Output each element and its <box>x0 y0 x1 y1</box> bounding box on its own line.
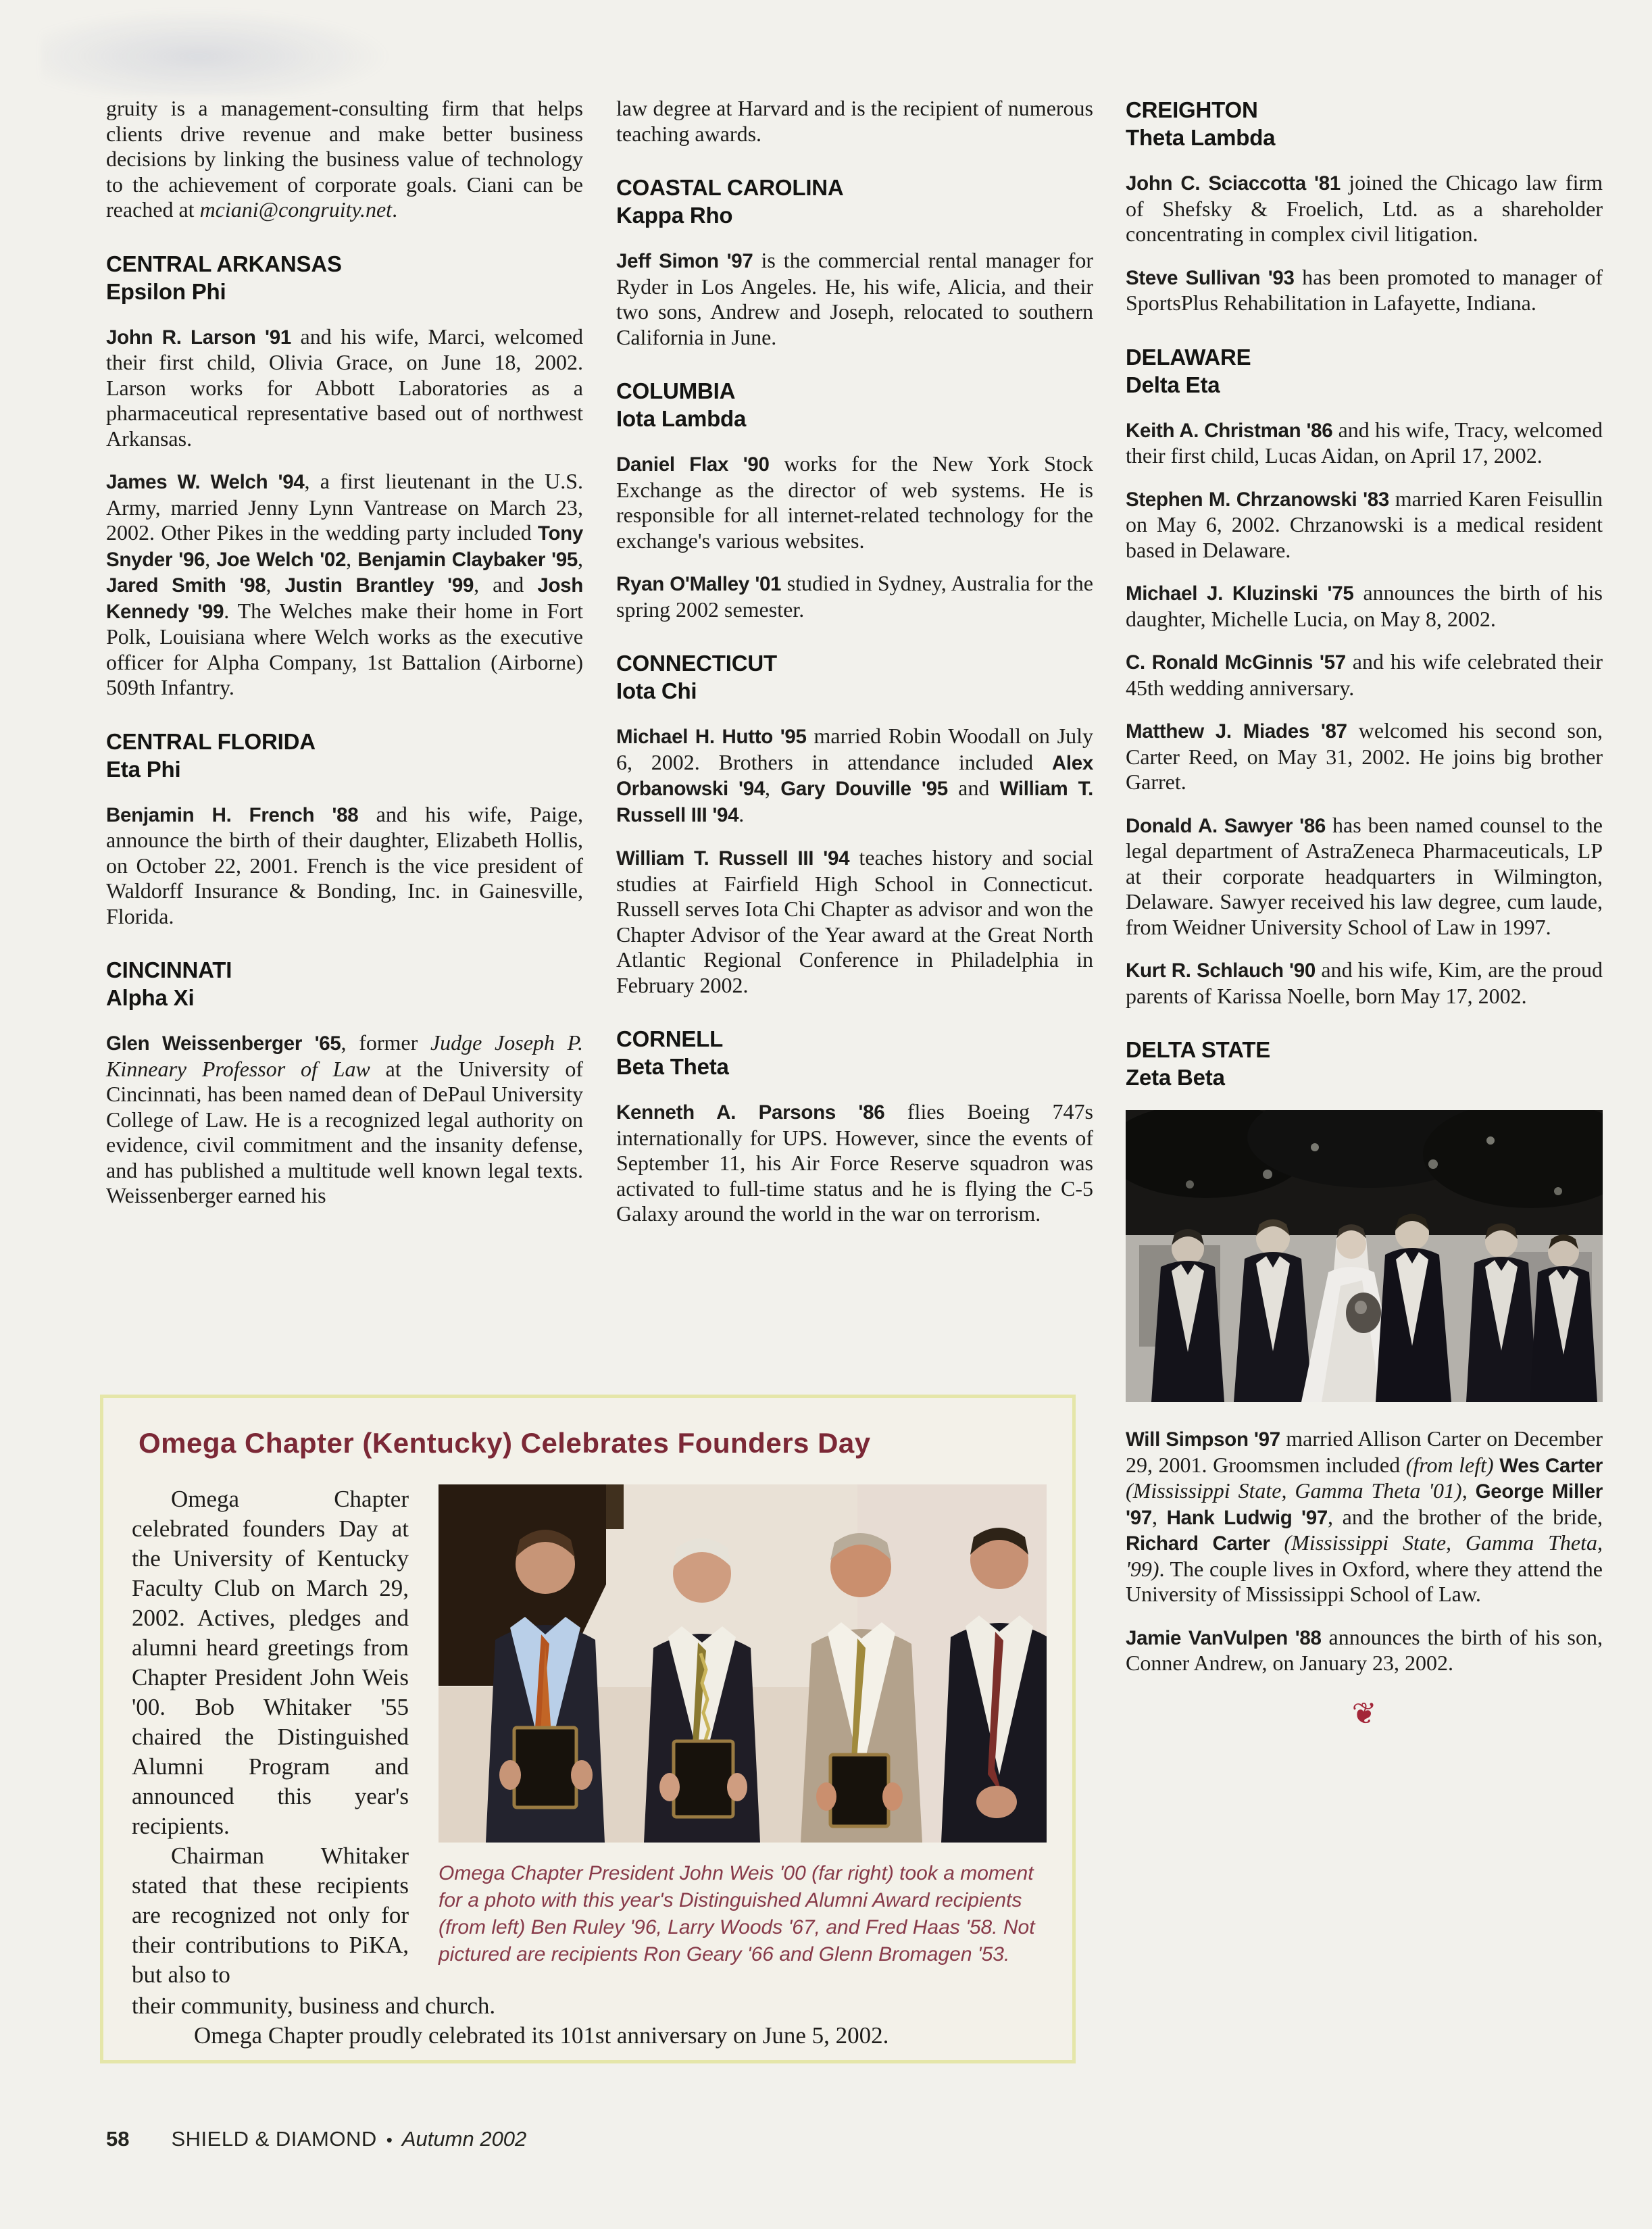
news-paragraph: C. Ronald McGinnis '57 and his wife celebrated their 45th wedding anniversary. <box>1126 649 1603 700</box>
section-connecticut <box>616 649 1093 998</box>
page-footer <box>106 2127 526 2151</box>
section-chapter: Alpha Xi <box>106 985 195 1010</box>
news-paragraph: Donald A. Sawyer '86 has been named counsel to the legal department of AstraZeneca Pharmaceuticals, LP at their corporate headquarters in Wilmington, Delaware. Sawyer received his law degree, cum laude, from Weidner University School of Law in 1997. <box>1126 812 1603 939</box>
news-paragraph: Michael H. Hutto '95 married Robin Woodall on July 6, 2002. Brothers in attendance included Alex Orbanowski '94, Gary Douville '95 and William T. Russell III '94. <box>616 724 1093 826</box>
section-delta-state <box>1126 1036 1603 1676</box>
news-paragraph: Ryan O'Malley '01 studied in Sydney, Australia for the spring 2002 semester. <box>616 571 1094 622</box>
section-chapter: Theta Lambda <box>1126 125 1276 150</box>
section-university: COLUMBIA <box>616 378 736 403</box>
news-paragraph: John R. Larson '91 and his wife, Marci, welcomed their first child, Olivia Grace, on June 18, 2002. Larson works for Abbott Laboratories as a pharmaceutical representative based out of northwest Arkansas. <box>106 324 583 451</box>
section-chapter: Kappa Rho <box>616 203 733 228</box>
founders-day-photo-illustration <box>439 1484 1047 1843</box>
section-university: CENTRAL ARKANSAS <box>106 251 342 276</box>
section-delaware <box>1126 343 1603 1009</box>
section-university: DELTA STATE <box>1126 1037 1271 1062</box>
news-paragraph: John C. Sciaccotta '81 joined the Chicago law firm of Shefsky & Froelich, Ltd. as a shareholder concentrating in complex civil litigation. <box>1126 170 1603 246</box>
scan-smudge <box>41 8 392 96</box>
section-chapter: Beta Theta <box>616 1054 729 1079</box>
page-number: 58 <box>106 2127 130 2151</box>
feature-box-text-full <box>132 1991 1047 2051</box>
section-university: CREIGHTON <box>1126 97 1258 122</box>
news-paragraph: William T. Russell III '94 teaches history and social studies at Fairfield High School in Connecticut. Russell serves Iota Chi Chapter as advisor and won the Chapter Advisor of the Year award at the Great North Atlantic Regional Conference in Philadelphia in February 2002. <box>616 845 1093 997</box>
news-paragraph: Michael J. Kluzinski '75 announces the birth of his daughter, Michelle Lucia, on May 8, 2002. <box>1126 580 1603 631</box>
magazine-title: SHIELD & DIAMOND <box>171 2127 377 2151</box>
news-paragraph: Matthew J. Miades '87 welcomed his second son, Carter Reed, on May 31, 2002. He joins big brother Garret. <box>1126 718 1603 794</box>
section-chapter: Iota Lambda <box>616 406 747 431</box>
news-paragraph: James W. Welch '94, a first lieutenant in the U.S. Army, married Jenny Lynn Vantrease on March 23, 2002. Other Pikes in the wedding party included Tony Snyder '96, Joe Welch '02, Benjamin Claybaker '95, Jared Smith '98, Justin Brantley '99, and Josh Kennedy '99. The Welches make their home in Fort Polk, Louisiana where Welch works as the executive officer for Alpha Company, 1st Battalion (Airborne) 509th Infantry. <box>106 469 584 699</box>
news-paragraph: Jamie VanVulpen '88 announces the birth of his son, Conner Andrew, on January 23, 2002. <box>1126 1624 1603 1675</box>
paragraph-continuation: law degree at Harvard and is the recipient of numerous teaching awards. <box>616 96 1093 146</box>
news-paragraph: Keith A. Christman '86 and his wife, Tracy, welcomed their first child, Lucas Aidan, on April 17, 2002. <box>1126 417 1603 468</box>
wedding-photo-illustration <box>1126 1110 1603 1402</box>
section-cincinnati <box>106 956 583 1209</box>
news-paragraph: Benjamin H. French '88 and his wife, Paige, announce the birth of their daughter, Elizabeth Hollis, on October 22, 2001. French is the vice president of Waldorff Insurance & Bonding, Inc. in Gainesville, Florida. <box>106 801 583 928</box>
section-creighton <box>1126 96 1603 316</box>
section-chapter: Iota Chi <box>616 678 697 703</box>
column-middle <box>616 96 1093 1245</box>
founders-day-photo <box>439 1484 1047 1843</box>
section-central-florida <box>106 728 583 930</box>
section-central-arkansas <box>106 250 583 701</box>
news-paragraph: Will Simpson '97 married Allison Carter on December 29, 2001. Groomsmen included (from left) Wes Carter (Mississippi State, Gamma Theta '01), George Miller '97, Hank Ludwig '97, and the brother of the bride, Richard Carter (Mississippi State, Gamma Theta, '99). The couple lives in Oxford, where they attend the University of Mississippi School of Law. <box>1126 1426 1603 1606</box>
section-chapter: Delta Eta <box>1126 372 1220 397</box>
photo-caption: Omega Chapter President John Weis '00 (far right) took a moment for a photo with this year's Distinguished Alumni Award recipients (from left) Ben Ruley '96, Larry Woods '67, and Fred Haas '58. Not pictured are recipients Ron Geary '66 and Glenn Bromagen '53. <box>439 1862 1035 1965</box>
news-paragraph: Glen Weissenberger '65, former Judge Joseph P. Kinneary Professor of Law at the University of Cincinnati, has been named dean of DePaul University College of Law. He is a recognized legal authority on evidence, civil commitment and the insanity defense, and has published a multitude well known legal texts. Weissenberger earned his <box>106 1030 584 1207</box>
section-university: CINCINNATI <box>106 957 232 982</box>
section-cornell <box>616 1025 1093 1227</box>
news-paragraph: Daniel Flax '90 works for the New York Stock Exchange as the director of web systems. He is responsible for all internet-related technology for the exchange's various websites. <box>616 451 1094 553</box>
section-university: CONNECTICUT <box>616 651 777 676</box>
feature-paragraph: Omega Chapter proudly celebrated its 101st anniversary on June 5, 2002. <box>194 2022 889 2049</box>
news-paragraph: Stephen M. Chrzanowski '83 married Karen Feisullin on May 6, 2002. Chrzanowski is a medical resident based in Delaware. <box>1126 486 1603 562</box>
column-left <box>106 96 583 1226</box>
column-right <box>1126 96 1603 1731</box>
section-chapter: Eta Phi <box>106 756 181 782</box>
news-paragraph: Kurt R. Schlauch '90 and his wife, Kim, are the proud parents of Karissa Noelle, born May 17, 2002. <box>1126 957 1603 1008</box>
section-university: COASTAL CAROLINA <box>616 175 844 200</box>
section-university: CENTRAL FLORIDA <box>106 728 316 754</box>
feature-paragraph: their community, business and church. <box>132 1993 496 2019</box>
news-paragraph: Kenneth A. Parsons '86 flies Boeing 747s internationally for UPS. However, since the events of September 11, his Air Force Reserve squadron was activated to full-time status and he is flying the C-5 Galaxy around the world in the war on terrorism. <box>616 1099 1093 1226</box>
section-coastal-carolina <box>616 174 1093 350</box>
feature-box-omega-chapter <box>100 1395 1076 2063</box>
feature-box-text <box>132 1484 409 1990</box>
news-paragraph: Jeff Simon '97 is the commercial rental manager for Ryder in Los Angeles. He, his wife, Alicia, and their two sons, Andrew and Joseph, relocated to southern California in June. <box>616 248 1094 349</box>
feature-box-title: Omega Chapter (Kentucky) Celebrates Founders Day <box>139 1427 871 1459</box>
feature-paragraph: Omega Chapter celebrated founders Day at the University of Kentucky Faculty Club on March 29, 2002. Actives, pledges and alumni heard greetings from Chapter President John Weis '00. Bob Whitaker '55 chaired the Distinguished Alumni Program and announced this year's recipients. <box>132 1486 409 1839</box>
news-paragraph: Steve Sullivan '93 has been promoted to manager of SportsPlus Rehabilitation in Lafayette, Indiana. <box>1126 264 1603 315</box>
feature-paragraph: Chairman Whitaker stated that these recipients are recognized not only for their contributions to PiKA, but also to <box>132 1843 409 1988</box>
section-end-heart-icon: ❦ <box>1351 1696 1377 1731</box>
section-university: CORNELL <box>616 1026 724 1051</box>
wedding-photo <box>1126 1110 1603 1402</box>
issue-label: Autumn 2002 <box>401 2127 527 2151</box>
section-university: DELAWARE <box>1126 344 1251 370</box>
paragraph-continuation: gruity is a management-consulting firm that helps clients drive revenue and make better business decisions by linking the business value of technology to the achievement of corporate goals. Ciani can be reached at mciani@congruity.net. <box>106 96 583 222</box>
section-chapter: Epsilon Phi <box>106 278 226 304</box>
section-columbia <box>616 377 1093 622</box>
section-chapter: Zeta Beta <box>1126 1065 1225 1090</box>
footer-bullet: • <box>386 2130 393 2150</box>
